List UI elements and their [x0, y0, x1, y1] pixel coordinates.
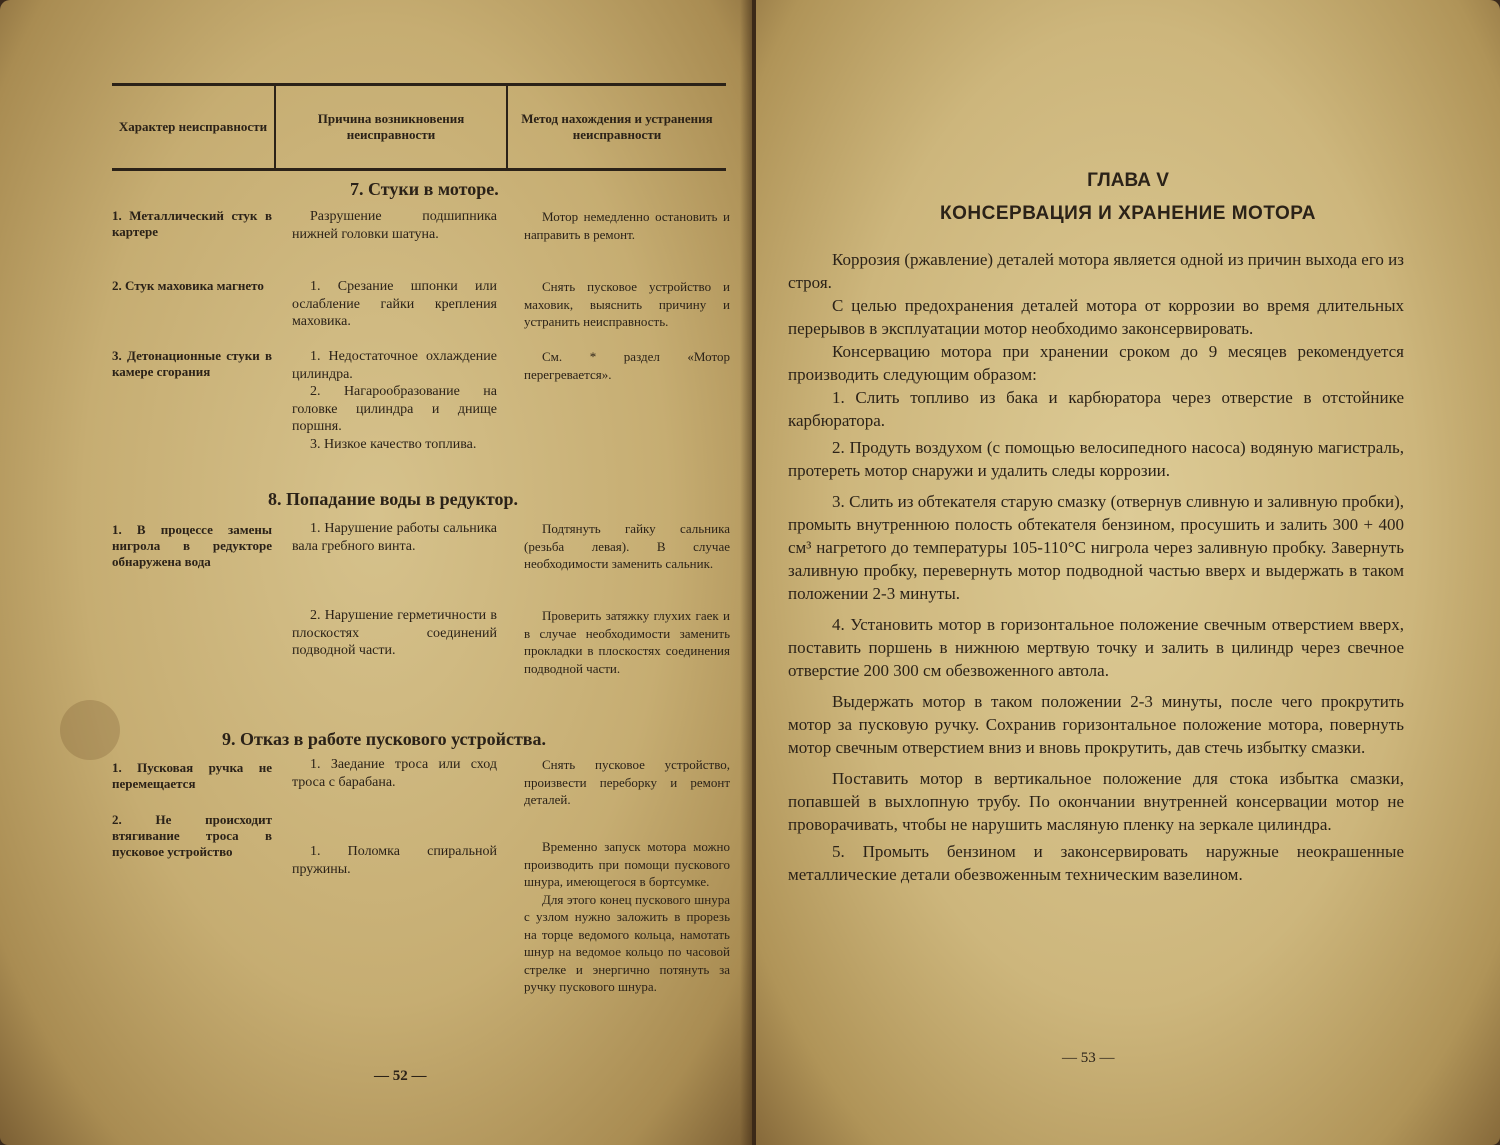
fix-cell — [524, 838, 730, 996]
paragraph: 4. Установить мотор в горизонтальное положение свечным отверстием вверх, поставить поршень в нижнюю мертвую точку и залить в цилиндр через свечное отверстие 200 300 см обезвоженного автола. — [788, 615, 1404, 680]
paragraph: 1. Слить топливо из бака и карбюратора через отверстие в отстойнике карбюратора. — [788, 388, 1404, 430]
paragraph: 2. Продуть воздухом (с помощью велосипедного насоса) водяную магистраль, протереть мотор снаружи и удалить следы коррозии. — [788, 438, 1404, 480]
paragraph: Коррозия (ржавление) деталей мотора является одной из причин выхода его из строя. — [788, 250, 1404, 292]
symptom-cell: 1. В процессе замены нигрола в редукторе обнаружена вода — [112, 522, 272, 569]
chapter-label: ГЛАВА V — [1087, 170, 1169, 191]
paragraph: С целью предохранения деталей мотора от коррозии во время длительных перерывов в эксплуатации мотор необходимо законсервировать. — [788, 296, 1404, 338]
fix-cell: Мотор немедленно остановить и направить в ремонт. — [524, 209, 730, 242]
symptom-cell: 3. Детонационные стуки в камере сгорания — [112, 348, 272, 379]
paragraph: 5. Промыть бензином и законсервировать наружные неокрашенные металлические детали обезвоженным техническим вазелином. — [788, 842, 1404, 884]
fix-cell: Снять пусковое устройство и маховик, выяснить причину и устранить неисправность. — [524, 279, 730, 329]
header-cause: Причина возникновения неисправности — [276, 86, 508, 168]
cause-cell: 1. Нарушение работы сальника вала гребного винта. — [292, 521, 497, 554]
page-number: — 53 — — [1062, 1050, 1115, 1066]
fix-cell: Проверить затяжку глухих гаек и в случае необходимости заменить прокладки в плоскостях соединения подводной части. — [524, 608, 730, 676]
cause-cell: 2. Нарушение герметичности в плоскостях соединений подводной части. — [292, 608, 497, 658]
paragraph: Консервацию мотора при хранении сроком до 9 месяцев рекомендуется производить следующим образом: — [788, 342, 1404, 384]
cause-item: 1. Недостаточное охлаждение цилиндра. — [292, 349, 497, 382]
fix-paragraph: Для этого конец пускового шнура с узлом нужно заложить в прорезь на торце ведомого кольца, намотать шнур на ведомое кольцо по часовой стрелке и энергично потянуть за ручку пускового шнура. — [524, 891, 730, 994]
cause-item: 3. Низкое качество топлива. — [310, 436, 477, 452]
fix-cell: См. * раздел «Мотор перегревается». — [524, 349, 730, 382]
cause-item: 2. Нагарообразование на головке цилиндра и днище поршня. — [292, 384, 497, 434]
symptom-cell: 1. Металлический стук в картере — [112, 208, 272, 239]
section-title: 9. Отказ в работе пускового устройства. — [222, 729, 547, 749]
chapter-body — [788, 248, 1404, 886]
header-method: Метод нахождения и устранения неисправности — [521, 111, 713, 142]
right-page — [756, 0, 1500, 1145]
section-title: 8. Попадание воды в редуктор. — [268, 489, 519, 509]
cause-cell: 1. Срезание шпонки или ослабление гайки крепления маховика. — [292, 279, 497, 329]
symptom-cell: 2. Стук маховика магнето — [112, 278, 264, 293]
paragraph: Выдержать мотор в таком положении 2-3 минуты, после чего прокрутить мотор за пусковую ручку. Сохранив горизонтальное положение мотора, повернуть мотор свечным отверстием вниз и вновь прокрутить, дав стечь избытку смазки. — [788, 692, 1404, 757]
cause-cell: 1. Заедание троса или сход троса с барабана. — [292, 757, 497, 790]
chapter-title: КОНСЕРВАЦИЯ И ХРАНЕНИЕ МОТОРА — [940, 203, 1316, 224]
paragraph: Поставить мотор в вертикальное положение для стока избытка смазки, попавшей в выхлопную трубу. По окончании внутренней консервации мотор не проворачивать, чтобы не нарушить масляную пленку на зеркале цилиндра. — [788, 769, 1404, 834]
fix-cell: Подтянуть гайку сальника (резьба левая). В случае необходимости заменить сальник. — [524, 521, 730, 571]
table-header — [112, 83, 726, 171]
page-number: — 52 — — [374, 1068, 427, 1084]
section-title: 7. Стуки в моторе. — [350, 179, 499, 199]
fix-cell: Снять пусковое устройство, произвести переборку и ремонт деталей. — [524, 757, 730, 807]
cause-cell: 1. Поломка спиральной пружины. — [292, 844, 497, 877]
header-symptom: Характер неисправности — [112, 86, 276, 168]
paragraph: 3. Слить из обтекателя старую смазку (отвернув сливную и заливную пробки), промыть внутреннюю полость обтекателя бензином, просушить и залить 300 + 400 см³ нагретого до температуры 105-110°С нигрола через заливную пробку. Завернуть заливную пробку, перевернуть мотор подводной частью вверх и выдержать в таком положении 2-3 минуты. — [788, 492, 1404, 603]
cause-cell: Разрушение подшипника нижней головки шатуна. — [292, 209, 497, 242]
fix-paragraph: Временно запуск мотора можно производить при помощи пускового шнура, имеющегося в бортсумке. — [524, 839, 730, 889]
symptom-cell: 2. Не происходит втягивание троса в пусковое устройство — [112, 812, 272, 859]
cause-list — [292, 348, 497, 453]
symptom-cell: 1. Пусковая ручка не перемещается — [112, 760, 272, 791]
